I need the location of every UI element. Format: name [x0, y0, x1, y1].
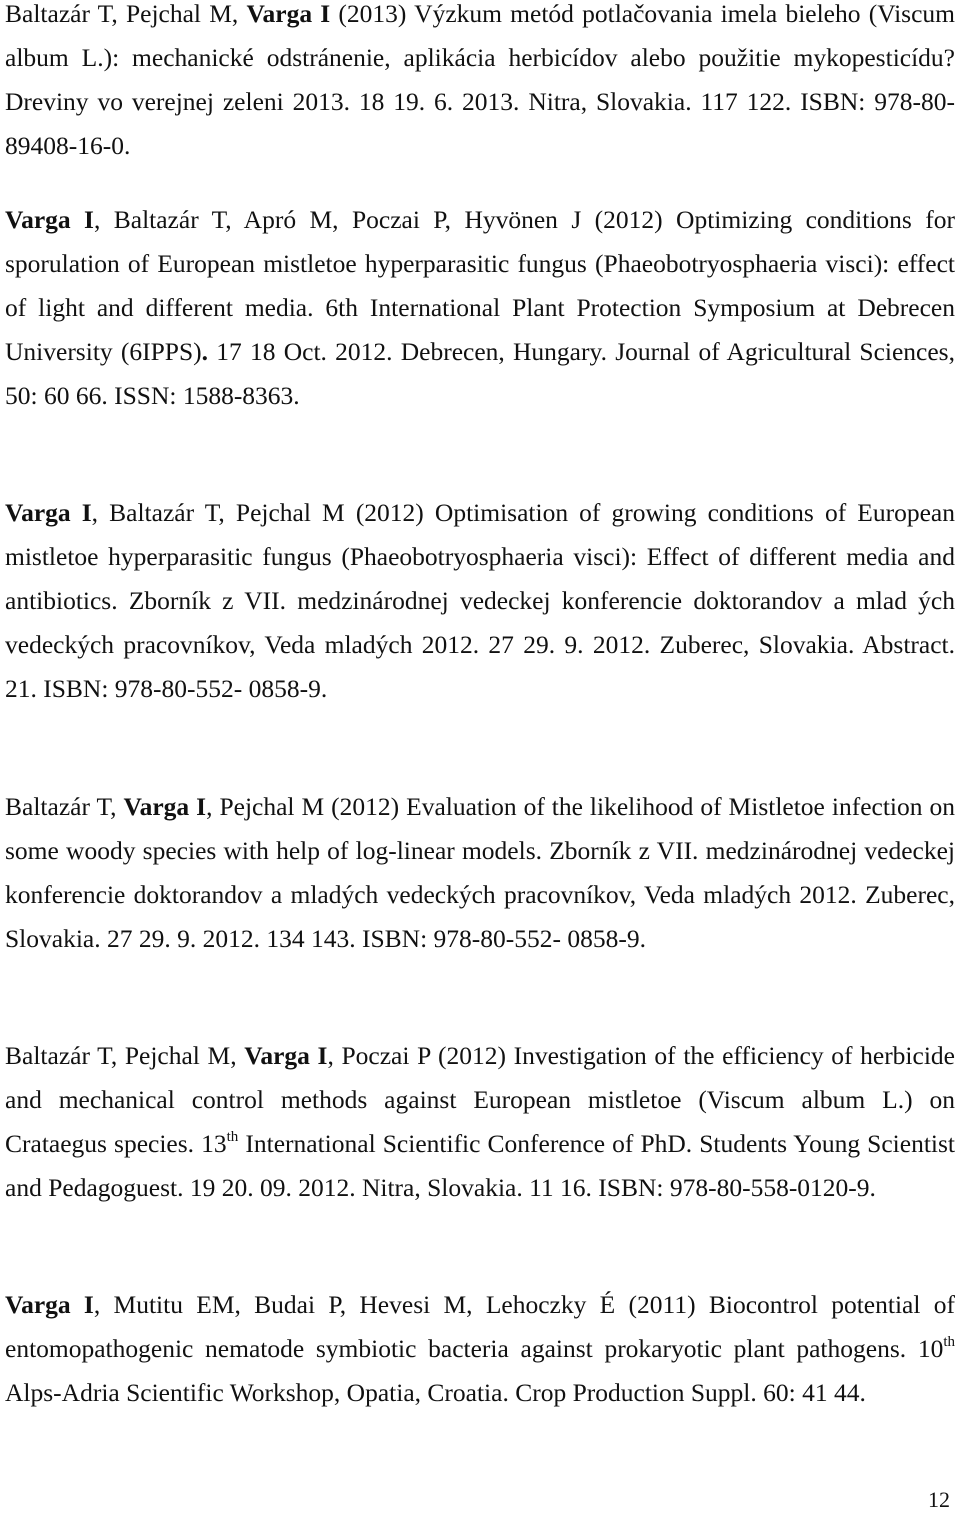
reference-text: (2013) Výzkum metód potlačovania imela bieleho (Viscum album L.): mechanické odstránenie, aplikácia herbicídov alebo použitie mykopesticídu? Dreviny vo verejnej zeleni 2013. 18 19. 6. 2013. Nitra, Slovakia. 117 122. ISBN: 978-80-89408-16-0.	[5, 0, 955, 160]
author-highlight: Varga I	[5, 205, 94, 234]
reference-text: , Baltazár T, Pejchal M (2012) Optimisation of growing conditions of European mistletoe hyperparasitic fungus (Phaeobotryosphaeria visci): Effect of different media and antibiotics. Zborník z VII. medzinárodnej vedeckej konferencie doktorandov a mlad ých vedeckých pracovníkov, Veda mladých 2012. 27 29. 9. 2012. Zuberec, Slovakia. Abstract. 21. ISBN: 978-80-552- 0858-9.	[5, 498, 955, 703]
reference-item	[5, 491, 955, 711]
superscript: th	[226, 1128, 239, 1145]
reference-text: , Baltazár T, Apró M, Poczai P, Hyvönen J (2012) Optimizing conditions for sporulation of European mistletoe hyperparasitic fungus (Phaeobotryosphaeria visci): effect of light and different media. 6th International Plant Protection Symposium at Debrecen University (6IPPS)	[5, 205, 955, 366]
reference-text: Baltazár T, Pejchal M,	[5, 0, 247, 28]
author-highlight: Varga I	[246, 0, 331, 28]
reference-text: Baltazár T, Pejchal M,	[5, 1041, 245, 1070]
author-highlight: .	[201, 337, 209, 366]
reference-text: , Mutitu EM, Budai P, Hevesi M, Lehoczky É (2011) Biocontrol potential of entomopathogenic nematode symbiotic bacteria against prokaryotic plant pathogens. 10	[5, 1290, 955, 1363]
reference-text: Baltazár T,	[5, 792, 124, 821]
reference-item	[5, 1034, 955, 1210]
reference-item	[5, 785, 955, 961]
page-number: 12	[928, 1487, 950, 1512]
author-highlight: Varga I	[244, 1041, 328, 1070]
reference-text: 17 18 Oct. 2012. Debrecen, Hungary. Journal of Agricultural Sciences, 50: 60 66. ISSN: 1588-8363.	[5, 337, 955, 410]
author-highlight: Varga I	[123, 792, 207, 821]
reference-text: International Scientific Conference of PhD. Students Young Scientist and Pedagoguest. 19 20. 09. 2012. Nitra, Slovakia. 11 16. ISBN: 978-80-558-0120-9.	[5, 1129, 955, 1202]
reference-text: , Pejchal M (2012) Evaluation of the likelihood of Mistletoe infection on some woody species with help of log-linear models. Zborník z VII. medzinárodnej vedeckej konferencie doktorandov a mladých vedeckých pracovníkov, Veda mladých 2012. Zuberec, Slovakia. 27 29. 9. 2012. 134 143. ISBN: 978-80-552- 0858-9.	[5, 792, 955, 953]
author-highlight: Varga I	[5, 498, 92, 527]
reference-text: Alps-Adria Scientific Workshop, Opatia, Croatia. Crop Production Suppl. 60: 41 44.	[5, 1378, 866, 1407]
reference-item	[5, 0, 955, 168]
author-highlight: Varga I	[5, 1290, 94, 1319]
reference-item	[5, 198, 955, 418]
superscript: th	[943, 1333, 955, 1350]
reference-item	[5, 1283, 955, 1415]
document-page	[5, 0, 955, 1520]
reference-text: , Poczai P (2012) Investigation of the efficiency of herbicide and mechanical control methods against European mistletoe (Viscum album L.) on Crataegus species. 13	[5, 1041, 955, 1158]
